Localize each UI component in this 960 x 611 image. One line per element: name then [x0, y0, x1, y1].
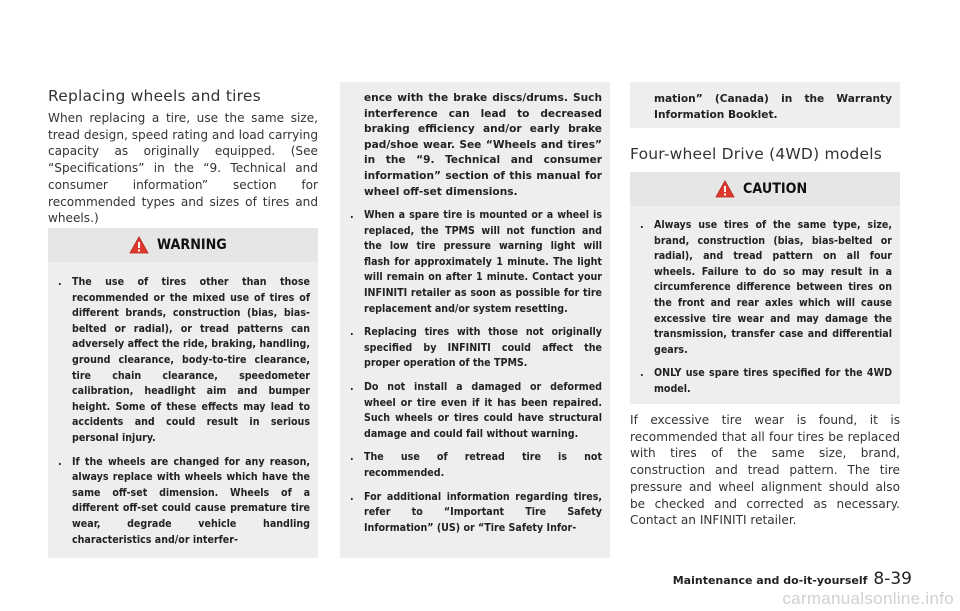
list-item: . The use of retread tire is not recommended. — [350, 451, 602, 479]
warning-triangle-icon — [129, 236, 149, 254]
warning-continuation: ence with the brake discs/drums. Such interference can lead to decreased braking efficiency and/or early brake pad/shoe wear. See “Wheels and tires” in the “9. Technical and consumer information” section of this manual for wheel off-set dimensions. — [364, 92, 602, 198]
warning-title: WARNING — [157, 237, 228, 253]
section-heading-replacing-wheels: Replacing wheels and tires — [48, 87, 261, 105]
caution-bullet-list — [638, 218, 892, 406]
list-item: . When a spare tire is mounted or a wheel is replaced, the TPMS will not function and the low tire pressure warning light will flash for approximately 1 minute. The light will remain on after 1 minute. Contact your INFINITI retailer as soon as possible for tire replacement and/or system resetting. — [350, 209, 602, 315]
list-item: . Always use tires of the same type, size, brand, construction (bias, bias-belted or radial), and tread pattern on all four wheels. Failure to do so may result in a circumference difference between tires on the front and rear axles which will cause excessive tire wear and may damage the transmission, transfer case and differential gears. — [640, 219, 892, 356]
warning-continuation-tail: mation” (Canada) in the Warranty Information Booklet. — [654, 93, 892, 121]
watermark: carmanualsonline.info — [782, 589, 954, 608]
caution-title: CAUTION — [742, 181, 807, 197]
list-item: . Replacing tires with those not originally specified by INFINITI could affect the proper operation of the TPMS. — [350, 326, 602, 370]
4wd-paragraph: If excessive tire wear is found, it is recommended that all four tires be replaced with tires of the same size, brand, construction and tread pattern. The tire pressure and wheel alignment should also be checked and corrected as necessary. Contact an INFINITI retailer. — [630, 413, 900, 528]
warning-bullet-list — [56, 275, 310, 556]
page-footer — [673, 569, 912, 589]
list-item: . Do not install a damaged or deformed wheel or tire even if it has been repaired. Such wheels or tires could have structural damage and could fail without warning. — [350, 380, 602, 440]
section-heading-4wd: Four-wheel Drive (4WD) models — [630, 145, 882, 163]
intro-paragraph: When replacing a tire, use the same size, tread design, speed rating and load carrying capacity as originally equipped. (See “Specifications” in the “9. Technical and consumer information” section for recommended types and sizes of tires and wheels.) — [48, 111, 318, 226]
caution-triangle-icon — [715, 180, 735, 198]
warning-banner — [48, 228, 318, 262]
page-number: 8-39 — [873, 569, 912, 589]
list-item: . For additional information regarding tires, refer to “Important Tire Safety Information” (US) or “Tire Safety Infor- — [350, 490, 602, 534]
list-item: . ONLY use spare tires specified for the 4WD model. — [640, 367, 892, 395]
warning-bullet-list-continued — [348, 208, 602, 544]
caution-banner — [630, 172, 900, 206]
list-item: . The use of tires other than those recommended or the mixed use of tires of different brands, construction (bias, bias-belted or radial), or tread patterns can adversely affect the ride, braking, handling, ground clearance, body-to-tire clearance, tire chain clearance, speedometer calibration, headlight aim and bumper height. Some of these effects may lead to accidents and could result in serious personal injury. — [58, 276, 310, 444]
footer-section-title: Maintenance and do-it-yourself — [672, 574, 868, 587]
list-item: . If the wheels are changed for any reason, always replace with wheels which have the same off-set dimension. Wheels of a different off-set could cause premature tire wear, degrade vehicle handling characteristics and/or interfer- — [58, 455, 310, 546]
